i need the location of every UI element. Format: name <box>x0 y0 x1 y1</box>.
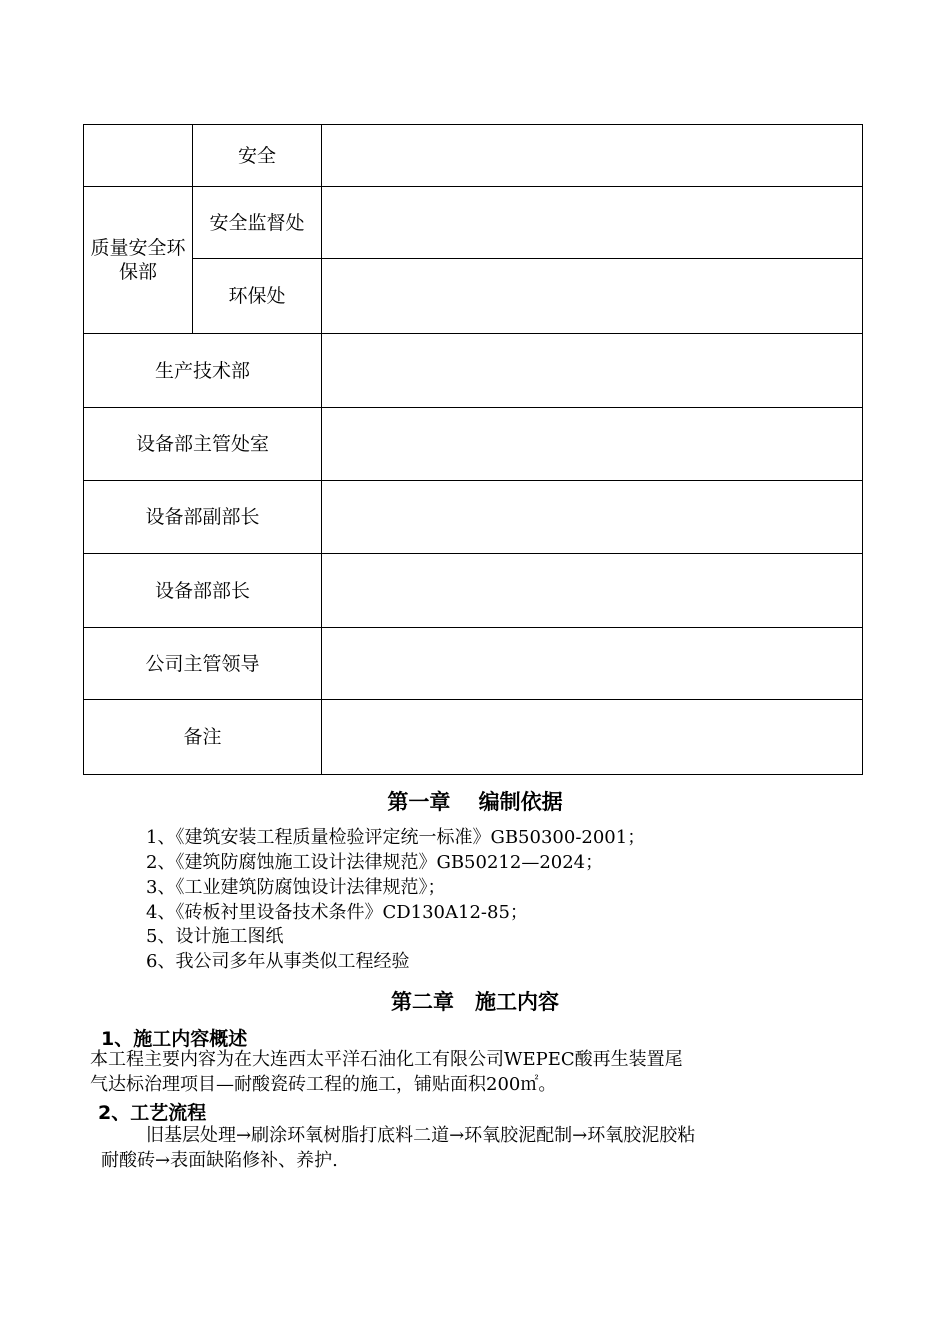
row-label-equip-office: 设备部主管处室 <box>84 408 322 481</box>
group-label-quality-safety-env: 质量安全环保部 <box>84 187 193 334</box>
signature-cell-equip-office[interactable] <box>322 408 863 481</box>
section2-text-line1: 旧基层处理→刷涂环氧树脂打底料二道→环氧胶泥配制→环氧胶泥胶粘 <box>146 1125 696 1146</box>
row-label-safety: 安全 <box>193 125 322 187</box>
row-label-remarks: 备注 <box>84 700 322 775</box>
row-label-equip-deputy: 设备部副部长 <box>84 481 322 554</box>
section1-title: 1、施工内容概述 <box>101 1028 248 1050</box>
reference-item-6: 6、我公司多年从事类似工程经验 <box>146 951 410 972</box>
signature-cell-company-leader[interactable] <box>322 628 863 700</box>
reference-item-1: 1、《建筑安装工程质量检验评定统一标准》GB50300-2001； <box>146 827 646 848</box>
signature-cell-env[interactable] <box>322 259 863 334</box>
reference-item-2: 2、《建筑防腐蚀施工设计法律规范》GB50212—2024； <box>146 852 604 873</box>
row-label-production: 生产技术部 <box>84 334 322 408</box>
row-label-company-leader: 公司主管领导 <box>84 628 322 700</box>
signature-cell-safety[interactable] <box>322 125 863 187</box>
reference-item-3: 3、《工业建筑防腐蚀设计法律规范》； <box>146 877 446 898</box>
chapter2-title: 第二章 施工内容 <box>391 990 559 1014</box>
section1-text-line1: 本工程主要内容为在大连西太平洋石油化工有限公司WEPEC酸再生装置尾 <box>90 1049 683 1070</box>
signature-cell-equip-head[interactable] <box>322 554 863 628</box>
empty-cell <box>84 125 193 187</box>
row-label-env: 环保处 <box>193 259 322 334</box>
reference-item-4: 4、《砖板衬里设备技术条件》CD130A12-85； <box>146 902 528 923</box>
remarks-cell[interactable] <box>322 700 863 775</box>
section2-text-line2: 耐酸砖→表面缺陷修补、养护. <box>101 1150 338 1171</box>
signature-cell-safety-supervision[interactable] <box>322 187 863 259</box>
row-label-safety-supervision: 安全监督处 <box>193 187 322 259</box>
signature-cell-equip-deputy[interactable] <box>322 481 863 554</box>
approval-table <box>83 124 863 775</box>
signature-cell-production[interactable] <box>322 334 863 408</box>
chapter1-title: 第一章 编制依据 <box>387 790 563 814</box>
section2-title: 2、工艺流程 <box>98 1102 207 1124</box>
section1-text-line2: 气达标治理项目—耐酸瓷砖工程的施工，铺贴面积200㎡。 <box>90 1074 557 1095</box>
row-label-equip-head: 设备部部长 <box>84 554 322 628</box>
reference-item-5: 5、设计施工图纸 <box>146 926 284 947</box>
